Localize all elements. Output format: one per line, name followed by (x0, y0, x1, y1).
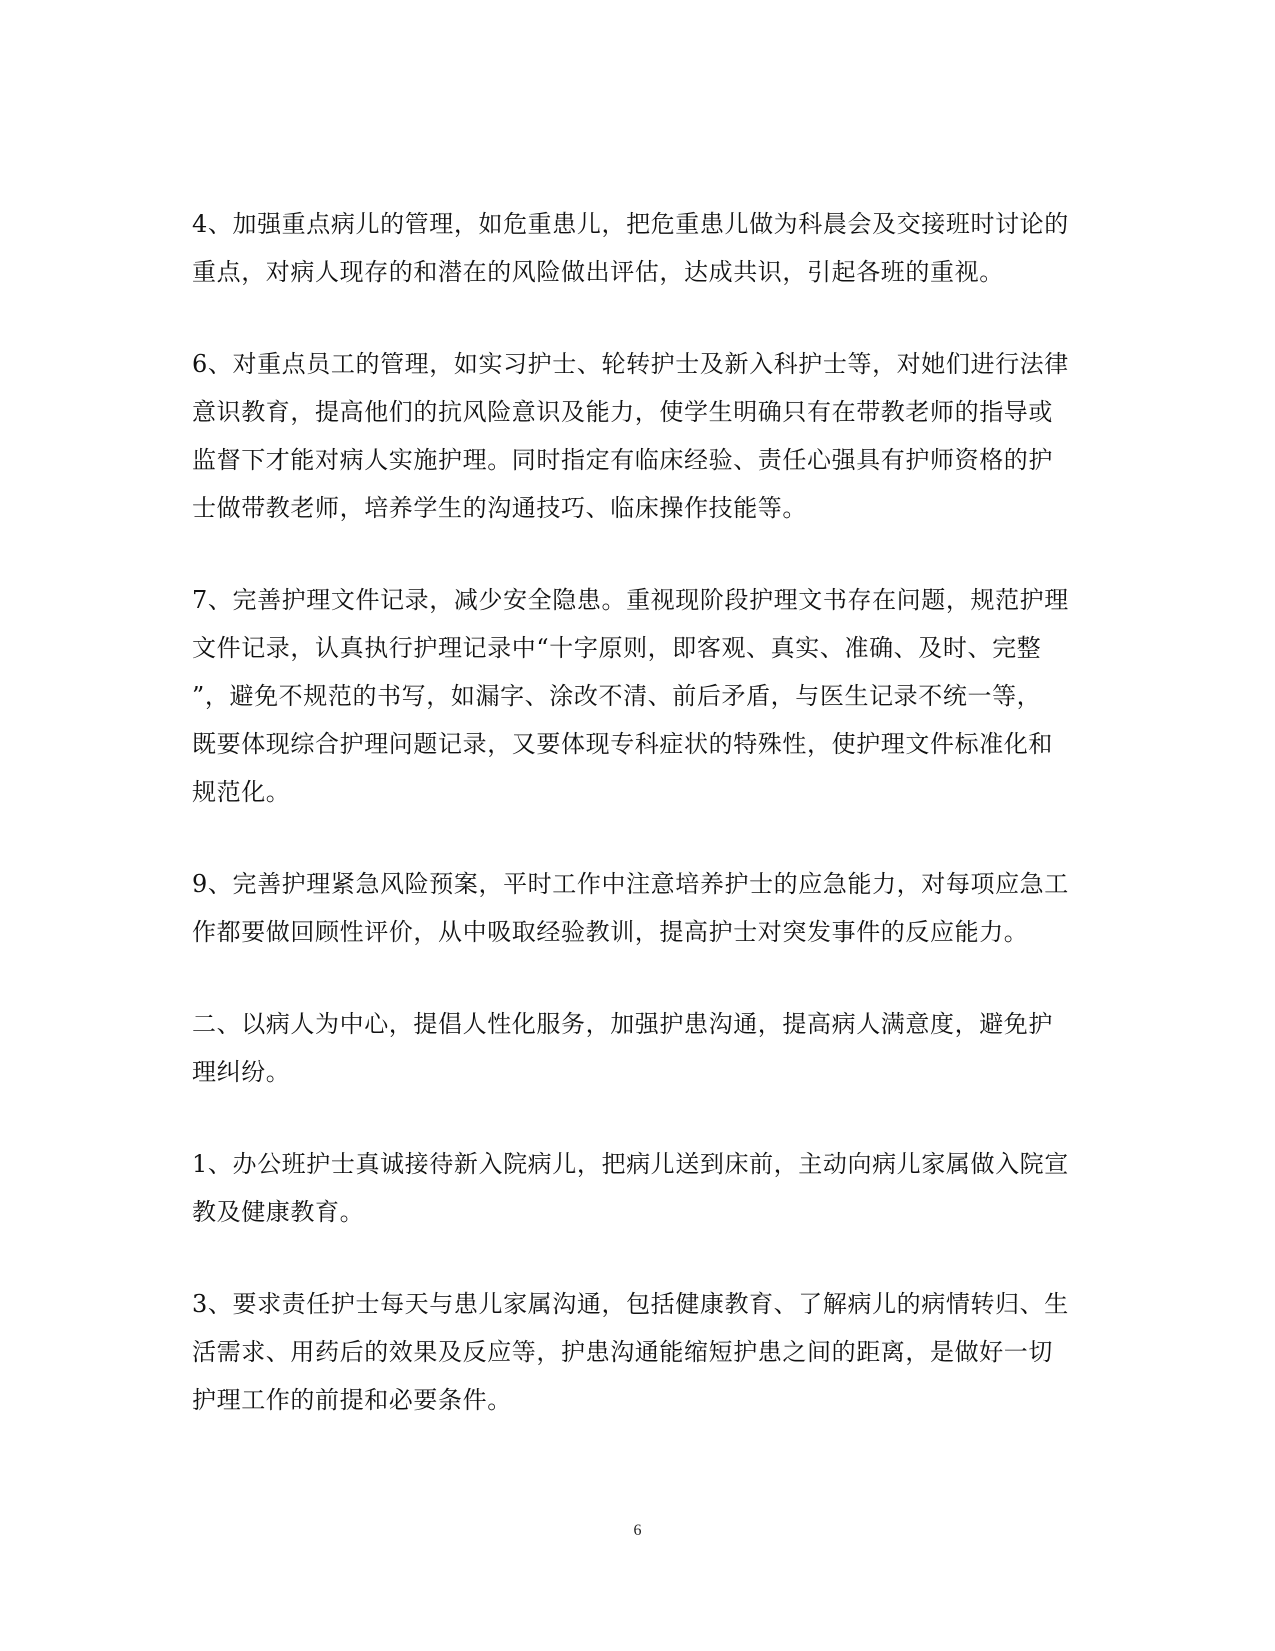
paragraph-line: 二、以病人为中心，提倡人性化服务，加强护患沟通，提高病人满意度，避免护 (192, 1010, 1053, 1038)
paragraph-line: 9、完善护理紧急风险预案，平时工作中注意培养护士的应急能力，对每项应急工 (192, 870, 1069, 898)
paragraph-line: 理纠纷。 (192, 1058, 291, 1086)
paragraph-line: 既要体现综合护理问题记录，又要体现专科症状的特殊性，使护理文件标准化和 (192, 730, 1053, 758)
page-number: 6 (633, 1522, 642, 1539)
paragraph-line: 3、要求责任护士每天与患儿家属沟通，包括健康教育、了解病儿的病情转归、生 (192, 1290, 1069, 1318)
paragraph-line: 意识教育，提高他们的抗风险意识及能力，使学生明确只有在带教老师的指导或 (192, 398, 1053, 426)
paragraph-3 (192, 1280, 1087, 1424)
paragraph-line: 作都要做回顾性评价，从中吸取经验教训，提高护士对突发事件的反应能力。 (192, 918, 1029, 946)
paragraph-1 (192, 1140, 1087, 1236)
paragraph-line: 文件记录，认真执行护理记录中“十字原则，即客观、真实、准确、及时、完整 (192, 634, 1042, 662)
paragraph-7 (192, 576, 1087, 816)
paragraph-line: 士做带教老师，培养学生的沟通技巧、临床操作技能等。 (192, 494, 807, 522)
paragraph-line: 规范化。 (192, 778, 291, 806)
paragraph-line: 1、办公班护士真诚接待新入院病儿，把病儿送到床前，主动向病儿家属做入院宣 (192, 1150, 1069, 1178)
paragraph-9 (192, 860, 1087, 956)
paragraph-line: 4、加强重点病儿的管理，如危重患儿，把危重患儿做为科晨会及交接班时讨论的 (192, 210, 1069, 238)
document-body (192, 200, 1087, 1468)
section-heading-2 (192, 1000, 1087, 1096)
paragraph-line: ”，避免不规范的书写，如漏字、涂改不清、前后矛盾，与医生记录不统一等， (192, 682, 1042, 710)
paragraph-line: 监督下才能对病人实施护理。同时指定有临床经验、责任心强具有护师资格的护 (192, 446, 1053, 474)
paragraph-line: 教及健康教育。 (192, 1198, 365, 1226)
paragraph-line: 6、对重点员工的管理，如实习护士、轮转护士及新入科护士等，对她们进行法律 (192, 350, 1069, 378)
paragraph-line: 7、完善护理文件记录，减少安全隐患。重视现阶段护理文书存在问题，规范护理 (192, 586, 1069, 614)
paragraph-6 (192, 340, 1087, 532)
paragraph-line: 护理工作的前提和必要条件。 (192, 1386, 512, 1414)
paragraph-line: 活需求、用药后的效果及反应等，护患沟通能缩短护患之间的距离，是做好一切 (192, 1338, 1053, 1366)
paragraph-4 (192, 200, 1087, 296)
paragraph-line: 重点，对病人现存的和潜在的风险做出评估，达成共识，引起各班的重视。 (192, 258, 1004, 286)
